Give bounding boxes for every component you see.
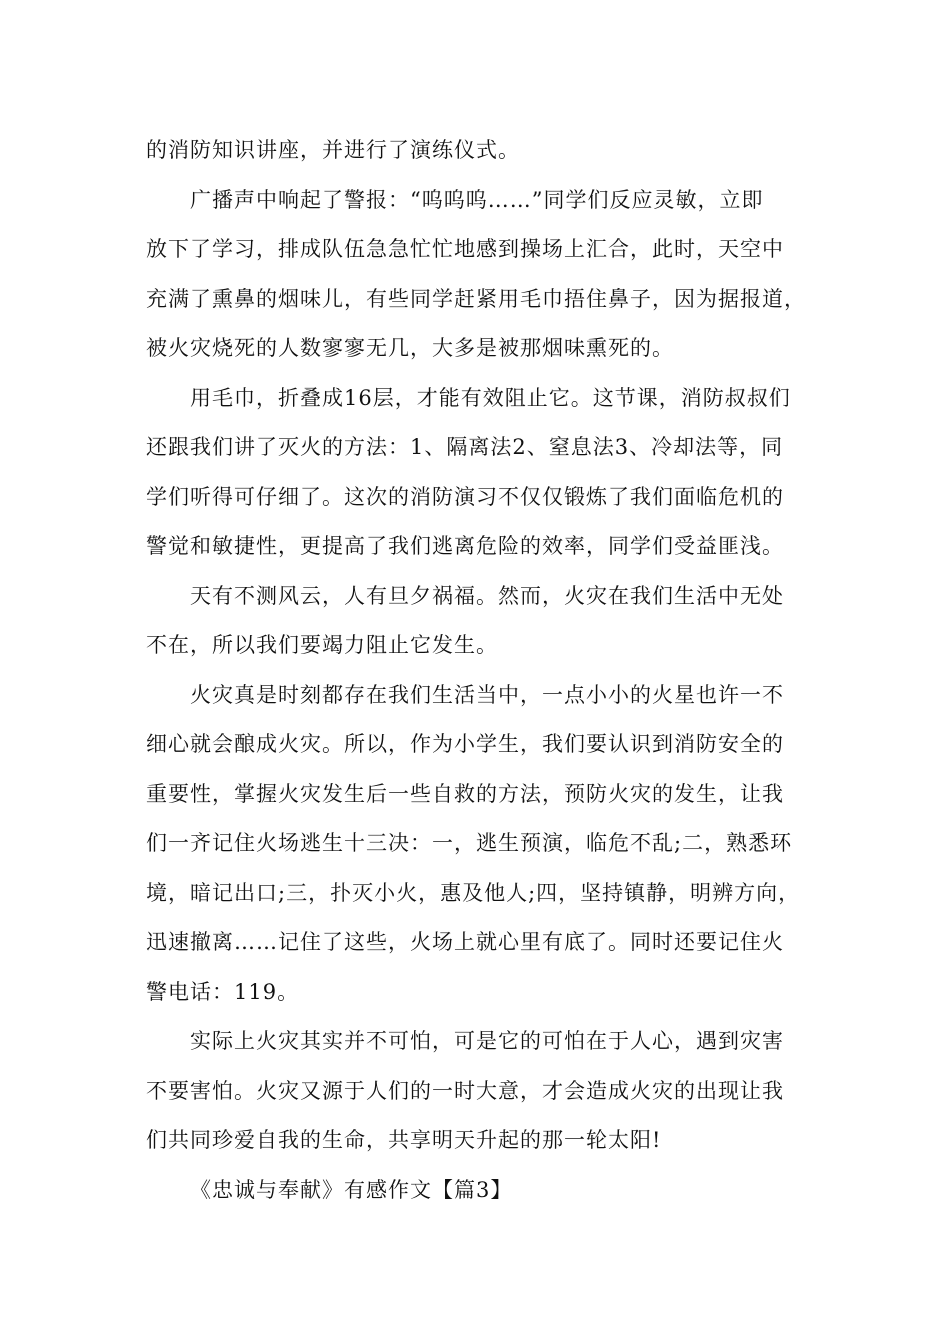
paragraph-line: 警觉和敏捷性，更提高了我们逃离危险的效率，同学们受益匪浅。 (146, 534, 784, 558)
paragraph-first-line: 《忠诚与奉献》有感作文【篇3】 (190, 1177, 513, 1202)
paragraph-line: 充满了熏鼻的烟味儿，有些同学赶紧用毛巾捂住鼻子，因为据报道， (146, 286, 806, 311)
paragraph-first-line: 天有不测风云，人有旦夕祸福。然而，火灾在我们生活中无处 (190, 583, 784, 608)
paragraph-line: 重要性，掌握火灾发生后一些自救的方法，预防火灾的发生，让我 (146, 781, 784, 806)
paragraph-first-line: 火灾真是时刻都存在我们生活当中，一点小小的火星也许一不 (190, 682, 784, 707)
paragraph-line: 们共同珍爱自我的生命，共享明天升起的那一轮太阳! (146, 1128, 662, 1152)
paragraph-line: 不要害怕。火灾又源于人们的一时大意，才会造成火灾的出现让我 (146, 1078, 784, 1103)
paragraph-line: 被火灾烧死的人数寥寥无几，大多是被那烟味熏死的。 (146, 336, 674, 360)
paragraph-first-line: 广播声中响起了警报：“呜呜呜……”同学们反应灵敏，立即 (190, 187, 764, 212)
paragraph-line: 们一齐记住火场逃生十三决：一，逃生预演，临危不乱;二，熟悉环 (146, 831, 793, 855)
paragraph-line: 境，暗记出口;三，扑灭小火，惠及他人;四，坚持镇静，明辨方向， (146, 880, 801, 905)
paragraph-line: 迅速撤离……记住了这些，火场上就心里有底了。同时还要记住火 (146, 930, 784, 954)
paragraph-first-line: 用毛巾，折叠成16层，才能有效阻止它。这节课，消防叔叔们 (190, 385, 791, 410)
paragraph-line: 学们听得可仔细了。这次的消防演习不仅仅锻炼了我们面临危机的 (146, 484, 784, 509)
paragraph-line: 警电话：119。 (146, 979, 300, 1004)
paragraph-line: 的消防知识讲座，并进行了演练仪式。 (146, 138, 520, 162)
document-body (146, 126, 826, 1215)
paragraph-line: 细心就会酿成火灾。所以，作为小学生，我们要认识到消防安全的 (146, 732, 784, 756)
paragraph-first-line: 实际上火灾其实并不可怕，可是它的可怕在于人心，遇到灾害 (190, 1029, 784, 1053)
paragraph-line: 不在，所以我们要竭力阻止它发生。 (146, 633, 498, 657)
paragraph-line: 还跟我们讲了灭火的方法：1、隔离法2、窒息法3、冷却法等，同 (146, 435, 784, 459)
paragraph-line: 放下了学习，排成队伍急急忙忙地感到操场上汇合，此时，天空中 (146, 237, 784, 261)
